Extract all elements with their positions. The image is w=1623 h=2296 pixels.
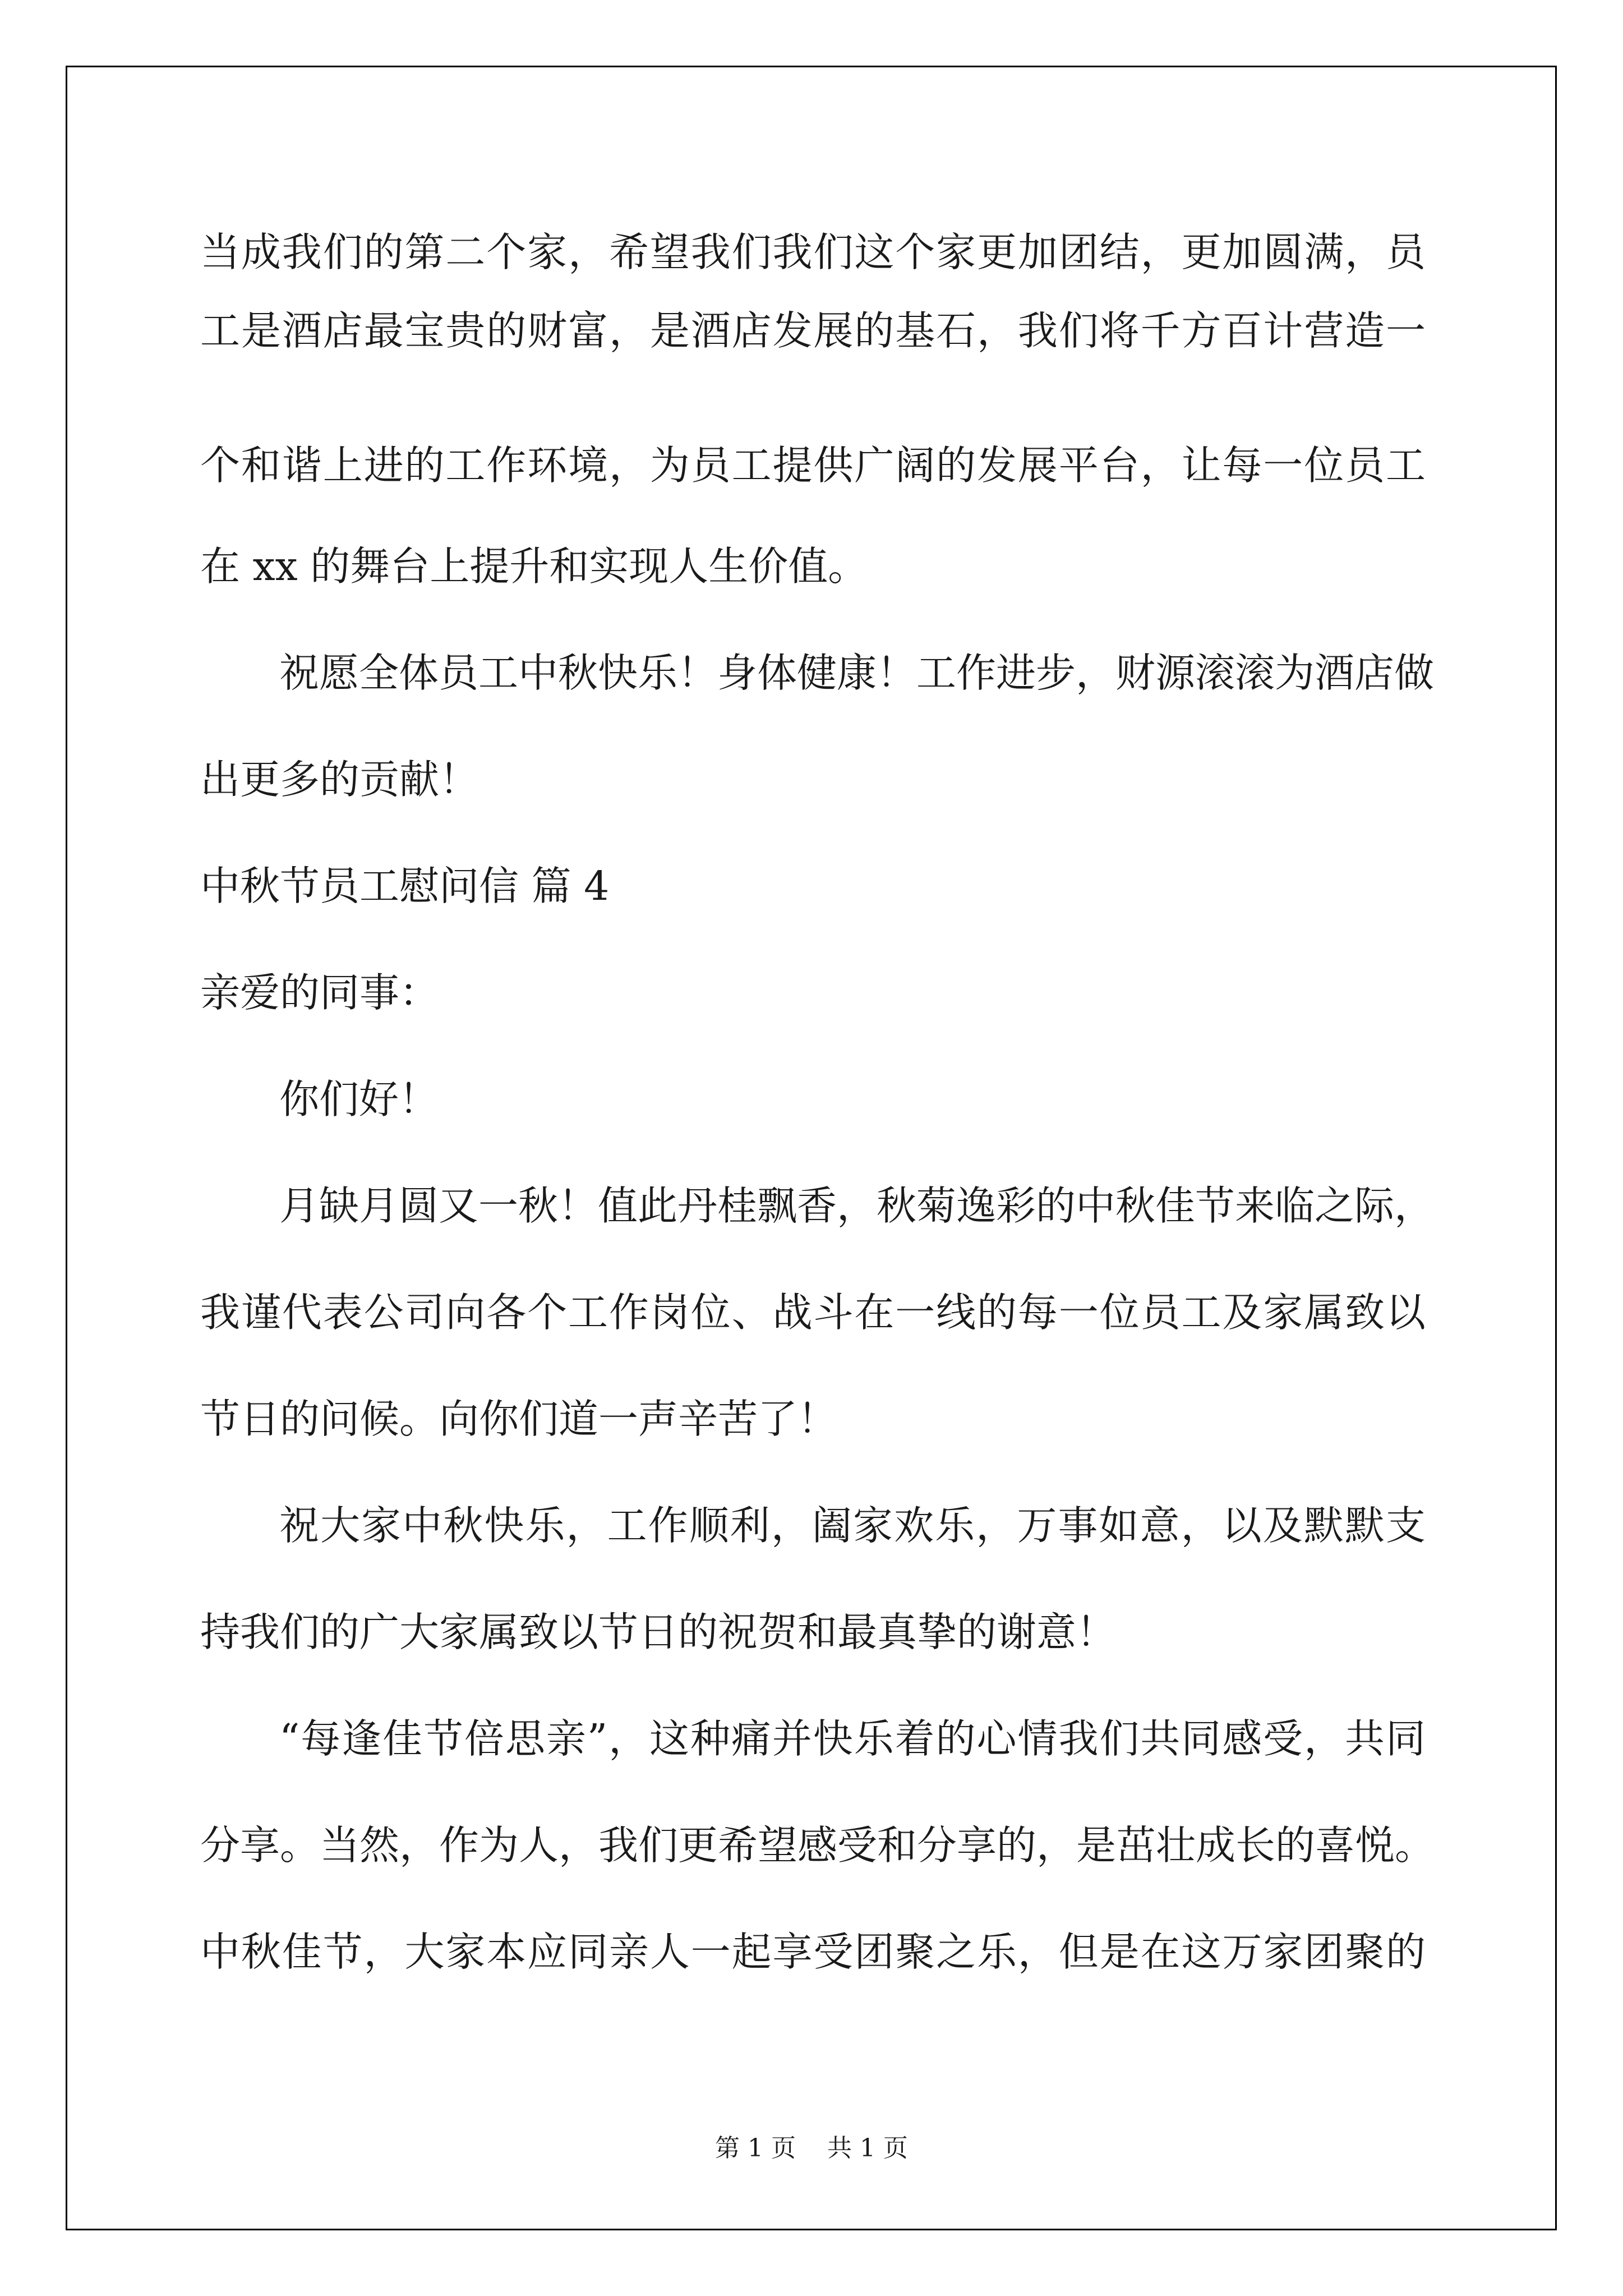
paragraph-line: 在 xx 的舞台上提升和实现人生价值。	[200, 543, 868, 590]
paragraph-line: 中秋佳节，大家本应同亲人一起享受团聚之乐，但是在这万家团聚的	[200, 1929, 1426, 1975]
page-border	[66, 66, 1557, 2230]
paragraph-line: 个和谐上进的工作环境，为员工提供广阔的发展平台，让每一位员工	[200, 442, 1426, 489]
paragraph-line: 分享。当然，作为人，我们更希望感受和分享的，是茁壮成长的喜悦。	[200, 1822, 1435, 1869]
paragraph-line: 工是酒店最宝贵的财富，是酒店发展的基石，我们将千方百计营造一	[200, 307, 1426, 354]
paragraph-line: 节日的问候。向你们道一声辛苦了！	[200, 1396, 838, 1442]
paragraph-line: 当成我们的第二个家，希望我们我们这个家更加团结，更加圆满，员	[200, 229, 1426, 275]
paragraph-line: 祝愿全体员工中秋快乐！身体健康！工作进步，财源滚滚为酒店做	[279, 650, 1435, 696]
greeting: 你们好！	[279, 1076, 439, 1122]
paragraph-line: 持我们的广大家属致以节日的祝贺和最真挚的谢意！	[200, 1609, 1117, 1655]
salutation: 亲爱的同事：	[200, 969, 440, 1016]
paragraph-line: “每逢佳节倍思亲”，这种痛并快乐着的心情我们共同感受，共同	[279, 1715, 1426, 1762]
paragraph-line: 祝大家中秋快乐，工作顺利，阖家欢乐，万事如意，以及默默支	[279, 1502, 1426, 1549]
paragraph-line: 月缺月圆又一秋！值此丹桂飘香，秋菊逸彩的中秋佳节来临之际，	[279, 1182, 1435, 1229]
section-heading: 中秋节员工慰问信 篇 4	[200, 863, 610, 909]
paragraph-line: 我谨代表公司向各个工作岗位、战斗在一线的每一位员工及家属致以	[200, 1289, 1426, 1336]
paragraph-line: 出更多的贡献！	[200, 756, 479, 803]
page-footer: 第 1 页 共 1 页	[715, 2134, 908, 2162]
